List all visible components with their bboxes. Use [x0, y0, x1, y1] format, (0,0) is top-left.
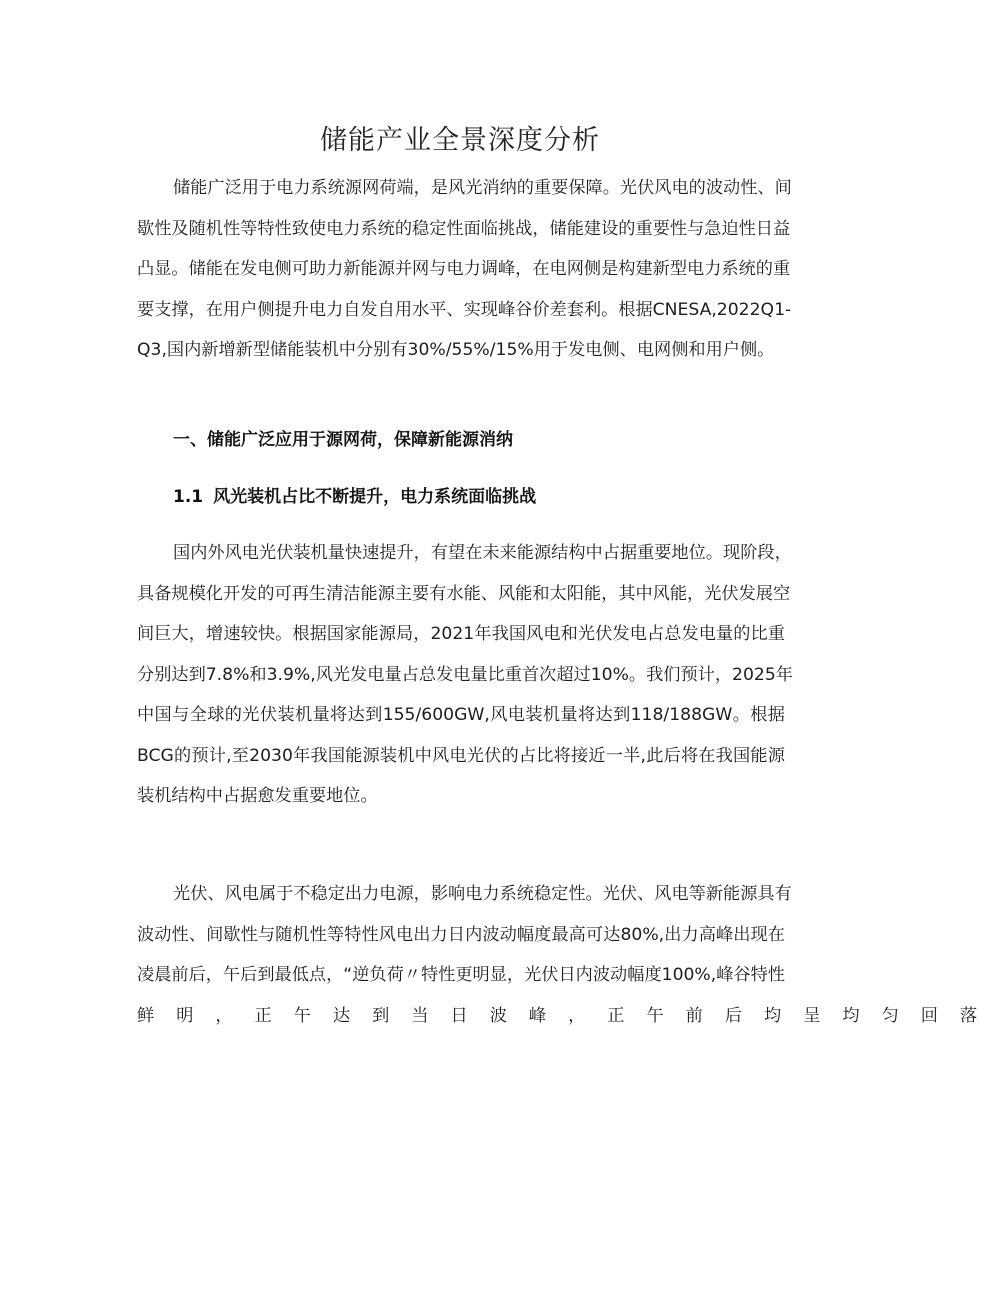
subsection-number: 1.1 — [173, 487, 204, 507]
paragraph-line: 光伏、风电属于不稳定出力电源，影响电力系统稳定性。光伏、风电等新能源具有 — [173, 884, 792, 904]
paragraph-line: 要支撑，在用户侧提升电力自发自用水平、实现峰谷价差套利。根据CNESA,2022Q1- — [137, 299, 792, 320]
paragraph-line: Q3,国内新增新型储能装机中分别有30%/55%/15%用于发电侧、电网侧和用户侧。 — [137, 340, 775, 360]
section-heading: 一、储能广泛应用于源网荷，保障新能源消纳 — [173, 430, 513, 450]
paragraph-line: 具备规模化开发的可再生清洁能源主要有水能、风能和太阳能，其中风能，光伏发展空 — [137, 583, 791, 604]
paragraph-line: 波动性、间歇性与随机性等特性风电出力日内波动幅度最高可达80%,出力高峰出现在 — [137, 924, 785, 945]
paragraph-line: 凌晨前后，午后到最低点，“逆负荷〃特性更明显，光伏日内波动幅度100%,峰谷特性 — [137, 965, 785, 985]
paragraph-line: 歇性及随机性等特性致使电力系统的稳定性面临挑战，储能建设的重要性与急迫性日益 — [137, 218, 791, 239]
paragraph-line: 鲜明，正午达到当日波峰，正午前后均呈均匀回落 — [137, 1005, 999, 1026]
paragraph-line: 储能广泛用于电力系统源网荷端，是风光消纳的重要保障。光伏风电的波动性、间 — [173, 178, 792, 198]
paragraph-line: 中国与全球的光伏装机量将达到155/600GW,风电装机量将达到118/188GW。根据 — [137, 705, 785, 725]
paragraph-line: 国内外风电光伏装机量快速提升，有望在未来能源结构中占据重要地位。现阶段， — [173, 543, 792, 563]
paragraph — [137, 874, 999, 1036]
paragraph-line: 分别达到7.8%和3.9%,风光发电量占总发电量比重首次超过10%。我们预计，2025年 — [137, 664, 793, 685]
paragraph-line: 装机结构中占据愈发重要地位。 — [137, 786, 378, 806]
paragraph-line: 间巨大，增速较快。根据国家能源局，2021年我国风电和光伏发电占总发电量的比重 — [137, 624, 785, 644]
intro-paragraph — [137, 168, 792, 371]
subsection-title: 风光装机占比不断提升，电力系统面临挑战 — [213, 487, 537, 507]
subsection-heading — [173, 482, 536, 507]
paragraph — [137, 533, 793, 817]
paragraph-line: 凸显。储能在发电侧可助力新能源并网与电力调峰，在电网侧是构建新型电力系统的重 — [137, 259, 791, 279]
paragraph-line: BCG的预计,至2030年我国能源装机中风电光伏的占比将接近一半,此后将在我国能源 — [137, 745, 785, 766]
document-title: 储能产业全景深度分析 — [320, 125, 600, 156]
